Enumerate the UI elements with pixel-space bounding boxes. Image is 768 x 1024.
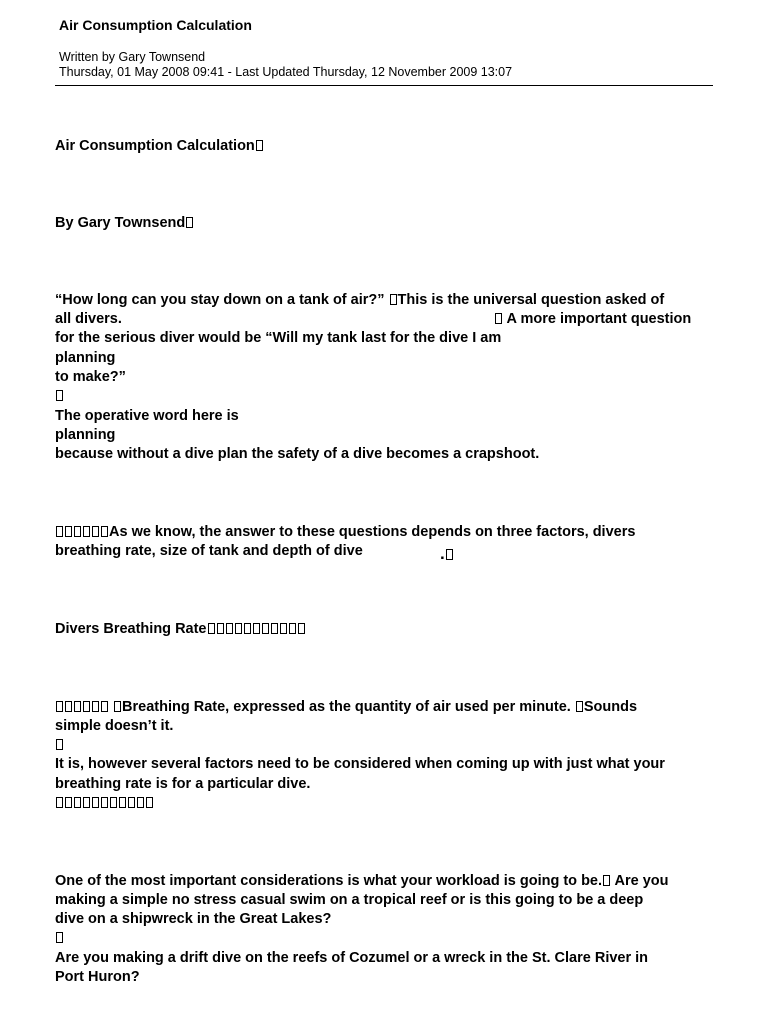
paragraph-line: It is, however several factors need to be considered when coming up with just what your [55, 756, 665, 772]
header-dates: Thursday, 01 May 2008 09:41 - Last Updated Thursday, 12 November 2009 13:07 [59, 65, 513, 79]
paragraph-line: The operative word here is [55, 408, 239, 424]
missing-glyph-icon [244, 623, 251, 634]
missing-glyph-icon [56, 739, 63, 750]
missing-glyph-icon [256, 140, 263, 151]
paragraph-line [55, 795, 154, 812]
paragraph-line [55, 930, 64, 947]
paragraph-line: dive on a shipwreck in the Great Lakes? [55, 911, 332, 927]
missing-glyph-icon [390, 294, 397, 305]
missing-glyph-icon [65, 526, 72, 537]
missing-glyph-icon [119, 797, 126, 808]
paragraph-line [55, 388, 64, 405]
missing-glyph-icon [101, 526, 108, 537]
article-byline: By Gary Townsend [55, 215, 194, 232]
paragraph-line: As we know, the answer to these questions depends on three factors, divers [55, 524, 635, 541]
paragraph-line: breathing rate, size of tank and depth of dive [55, 543, 363, 559]
missing-glyph-icon [262, 623, 269, 634]
missing-glyph-icon [114, 701, 121, 712]
missing-glyph-icon [137, 797, 144, 808]
section-heading: Divers Breathing Rate [55, 621, 306, 638]
missing-glyph-icon [56, 932, 63, 943]
missing-glyph-icon [298, 623, 305, 634]
paragraph-line: “How long can you stay down on a tank of air?” This is the universal question asked of [55, 292, 665, 308]
missing-glyph-icon [128, 797, 135, 808]
missing-glyph-icon [576, 701, 583, 712]
missing-glyph-icon [56, 390, 63, 401]
paragraph-line: One of the most important considerations is what your workload is going to be. Are you [55, 873, 669, 889]
paragraph-line: planning [55, 350, 116, 366]
paragraph-line: making a simple no stress casual swim on a tropical reef or is this going to be a deep [55, 892, 644, 908]
missing-glyph-icon [56, 701, 63, 712]
missing-glyph-icon [101, 797, 108, 808]
missing-glyph-icon [74, 526, 81, 537]
paragraph-line: planning [55, 427, 116, 443]
missing-glyph-icon [146, 797, 153, 808]
missing-glyph-icon [446, 549, 453, 560]
missing-glyph-icon [280, 623, 287, 634]
missing-glyph-icon [83, 797, 90, 808]
missing-glyph-icon [226, 623, 233, 634]
header-title: Air Consumption Calculation [59, 17, 252, 33]
missing-glyph-icon [101, 701, 108, 712]
header-author: Written by Gary Townsend [59, 50, 206, 64]
header-divider [55, 85, 713, 86]
missing-glyph-icon [289, 623, 296, 634]
missing-glyph-icon [495, 313, 502, 324]
missing-glyph-icon [217, 623, 224, 634]
paragraph-line: because without a dive plan the safety of a dive becomes a crapshoot. [55, 446, 540, 462]
missing-glyph-icon [92, 797, 99, 808]
missing-glyph-icon [235, 623, 242, 634]
paragraph-line: . [440, 545, 454, 562]
missing-glyph-icon [253, 623, 260, 634]
missing-glyph-icon [65, 797, 72, 808]
paragraph-line: A more important question [494, 311, 691, 328]
paragraph-line: all divers. [55, 311, 122, 327]
missing-glyph-icon [92, 701, 99, 712]
missing-glyph-icon [65, 701, 72, 712]
missing-glyph-icon [186, 217, 193, 228]
missing-glyph-icon [83, 701, 90, 712]
paragraph-line: Port Huron? [55, 969, 140, 985]
missing-glyph-icon [56, 526, 63, 537]
missing-glyph-icon [603, 875, 610, 886]
missing-glyph-icon [56, 797, 63, 808]
paragraph-line: Breathing Rate, expressed as the quantity of air used per minute. Sounds [55, 699, 637, 716]
article-title: Air Consumption Calculation [55, 138, 264, 155]
paragraph-line: Are you making a drift dive on the reefs of Cozumel or a wreck in the St. Clare River in [55, 950, 649, 966]
paragraph-line [55, 737, 64, 754]
paragraph-line: for the serious diver would be “Will my tank last for the dive I am [55, 330, 502, 346]
paragraph-line: simple doesn’t it. [55, 718, 174, 734]
missing-glyph-icon [110, 797, 117, 808]
missing-glyph-icon [271, 623, 278, 634]
paragraph-line: breathing rate is for a particular dive. [55, 776, 311, 792]
missing-glyph-icon [74, 701, 81, 712]
paragraph-line: to make?” [55, 369, 126, 385]
missing-glyph-icon [83, 526, 90, 537]
missing-glyph-icon [74, 797, 81, 808]
missing-glyph-icon [92, 526, 99, 537]
missing-glyph-icon [208, 623, 215, 634]
